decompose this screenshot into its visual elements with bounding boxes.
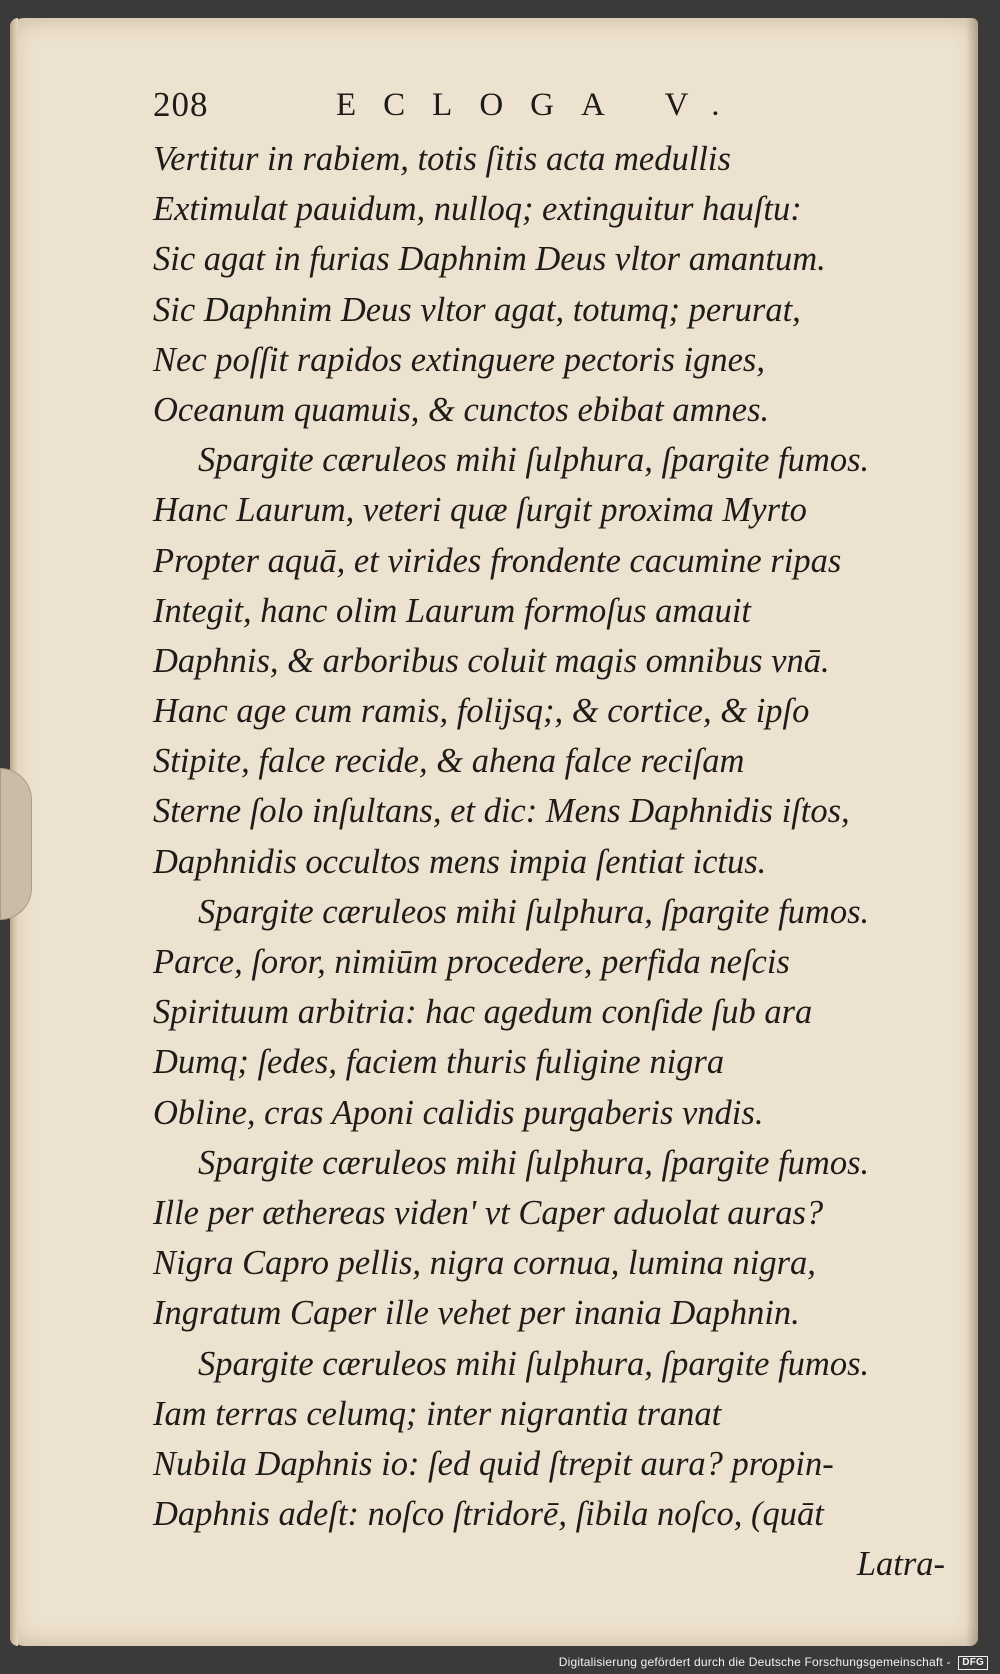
text-line: Hanc age cum ramis, folijsq;, & cortice, & ipſo — [153, 692, 810, 731]
catchword: Latra- — [856, 1545, 945, 1584]
text-line: Propter aquā, et virides frondente cacumine ripas — [153, 541, 842, 580]
text-line: Daphnis, & arboribus coluit magis omnibus vnā. — [153, 641, 830, 680]
text-line: Iam terras celumq; inter nigrantia tranat — [153, 1394, 722, 1433]
text-line: Nubila Daphnis io: ſed quid ſtrepit aura? propin- — [153, 1444, 834, 1483]
digitization-credit — [559, 1655, 988, 1670]
text-line: Oceanum quamuis, & cunctos ebibat amnes. — [153, 390, 770, 429]
text-line: Sic agat in furias Daphnim Deus vltor amantum. — [153, 240, 826, 279]
text-line: Spirituum arbitria: hac agedum conſide ſub ara — [153, 993, 813, 1032]
text-line: Ingratum Caper ille vehet per inania Daphnin. — [153, 1294, 800, 1333]
page-text-block — [153, 80, 953, 1589]
refrain-line: Spargite cæruleos mihi ſulphura, ſpargite fumos. — [198, 1143, 870, 1182]
dfg-logo-icon: DFG — [958, 1656, 988, 1670]
text-line: Daphnidis occultos mens impia ſentiat ictus. — [153, 842, 767, 881]
text-line: Ille per æthereas viden' vt Caper aduolat auras? — [153, 1193, 824, 1232]
text-line: Extimulat pauidum, nulloq; extinguitur hauſtu: — [153, 190, 802, 229]
page-tab-mark — [0, 768, 32, 920]
text-line: Sic Daphnim Deus vltor agat, totumq; perurat, — [153, 290, 801, 329]
text-line: Hanc Laurum, veteri quæ ſurgit proxima Myrto — [153, 491, 807, 530]
page-number: 208 — [153, 85, 209, 124]
text-line: Nec poſſit rapidos extinguere pectoris ignes, — [153, 340, 765, 379]
running-head: ECLOGA V. — [336, 87, 747, 123]
refrain-line: Spargite cæruleos mihi ſulphura, ſpargite fumos. — [198, 892, 870, 931]
text-line: Obline, cras Aponi calidis purgaberis vndis. — [153, 1093, 764, 1132]
text-line: Sterne ſolo inſultans, et dic: Mens Daphnidis iſtos, — [153, 792, 850, 831]
text-line: Integit, hanc olim Laurum formoſus amauit — [153, 591, 752, 630]
text-line: Parce, ſoror, nimiūm procedere, perfida neſcis — [153, 943, 790, 981]
text-line: Stipite, falce recide, & ahena falce reciſam — [153, 742, 745, 781]
refrain-line: Spargite cæruleos mihi ſulphura, ſpargite fumos. — [198, 441, 870, 480]
credit-text: Digitalisierung gefördert durch die Deutsche Forschungsgemeinschaft - — [558, 1655, 951, 1670]
page-right-shadow — [966, 18, 982, 1646]
refrain-line: Spargite cæruleos mihi ſulphura, ſpargite fumos. — [198, 1344, 870, 1383]
page-header — [153, 80, 953, 124]
text-line: Daphnis adeſt: noſco ſtridorē, ſibila noſco, (quāt — [153, 1495, 824, 1534]
text-line: Vertitur in rabiem, totis ſitis acta medullis — [153, 140, 731, 178]
text-line: Dumq; ſedes, faciem thuris fuligine nigra — [153, 1043, 725, 1082]
text-line: Nigra Capro pellis, nigra cornua, lumina nigra, — [153, 1244, 816, 1283]
